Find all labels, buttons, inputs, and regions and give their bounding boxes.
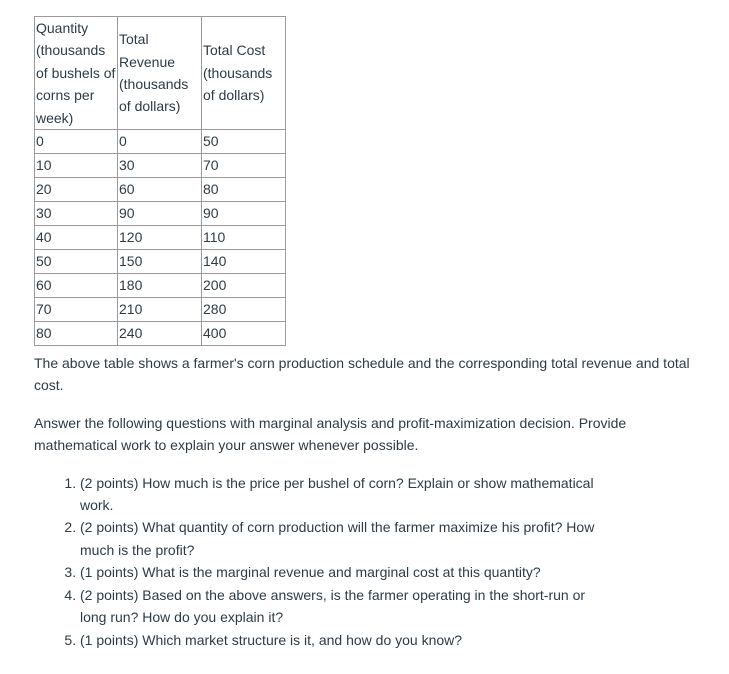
table-row — [35, 274, 286, 298]
table-row — [35, 322, 286, 346]
question-item: 1. (2 points) How much is the price per bushel of corn? Explain or show mathematical work. — [80, 472, 600, 517]
question-item: 2. (2 points) What quantity of corn production will the farmer maximize his profit? How much is the profit? — [80, 516, 600, 561]
table-row — [35, 154, 286, 178]
cell-quantity: 70 — [35, 298, 118, 322]
cell-total-cost: 50 — [202, 130, 286, 154]
cell-quantity: 10 — [35, 154, 118, 178]
cell-total-revenue: 90 — [118, 202, 202, 226]
document-content — [34, 16, 694, 651]
cell-total-revenue: 150 — [118, 250, 202, 274]
header-total-revenue: Total Revenue (thousands of dollars) — [118, 17, 202, 130]
header-quantity: Quantity (thousands of bushels of corns per week) — [35, 17, 118, 130]
cell-total-cost: 110 — [202, 226, 286, 250]
cell-total-cost: 200 — [202, 274, 286, 298]
cell-quantity: 80 — [35, 322, 118, 346]
cell-quantity: 20 — [35, 178, 118, 202]
question-list — [34, 472, 600, 651]
cell-total-cost: 140 — [202, 250, 286, 274]
cell-quantity: 50 — [35, 250, 118, 274]
cell-quantity: 0 — [35, 130, 118, 154]
table-row — [35, 226, 286, 250]
question-item: 4. (2 points) Based on the above answers, is the farmer operating in the short-run or long run? How do you explain it? — [80, 584, 600, 629]
cell-total-revenue: 60 — [118, 178, 202, 202]
cell-total-cost: 90 — [202, 202, 286, 226]
cell-total-revenue: 180 — [118, 274, 202, 298]
cell-total-revenue: 30 — [118, 154, 202, 178]
cell-quantity: 60 — [35, 274, 118, 298]
table-row — [35, 202, 286, 226]
table-description: The above table shows a farmer's corn production schedule and the corresponding total revenue and total cost. — [34, 355, 690, 394]
cell-total-cost: 70 — [202, 154, 286, 178]
cell-total-revenue: 210 — [118, 298, 202, 322]
question-item: 5. (1 points) Which market structure is it, and how do you know? — [80, 629, 600, 651]
cell-total-cost: 400 — [202, 322, 286, 346]
production-schedule-table — [34, 16, 286, 346]
cell-quantity: 40 — [35, 226, 118, 250]
table-row — [35, 298, 286, 322]
table-row — [35, 250, 286, 274]
table-row — [35, 178, 286, 202]
cell-total-revenue: 240 — [118, 322, 202, 346]
cell-total-cost: 80 — [202, 178, 286, 202]
cell-total-cost: 280 — [202, 298, 286, 322]
table-header-row — [35, 17, 286, 130]
cell-total-revenue: 0 — [118, 130, 202, 154]
instructions: Answer the following questions with marginal analysis and profit-maximization decision. Provide mathematical work to explain your answer whenever possible. — [34, 414, 627, 454]
cell-quantity: 30 — [35, 202, 118, 226]
question-item: 3. (1 points) What is the marginal revenue and marginal cost at this quantity? — [80, 561, 600, 583]
table-row — [35, 130, 286, 154]
cell-total-revenue: 120 — [118, 226, 202, 250]
header-total-cost: Total Cost (thousands of dollars) — [202, 17, 286, 130]
